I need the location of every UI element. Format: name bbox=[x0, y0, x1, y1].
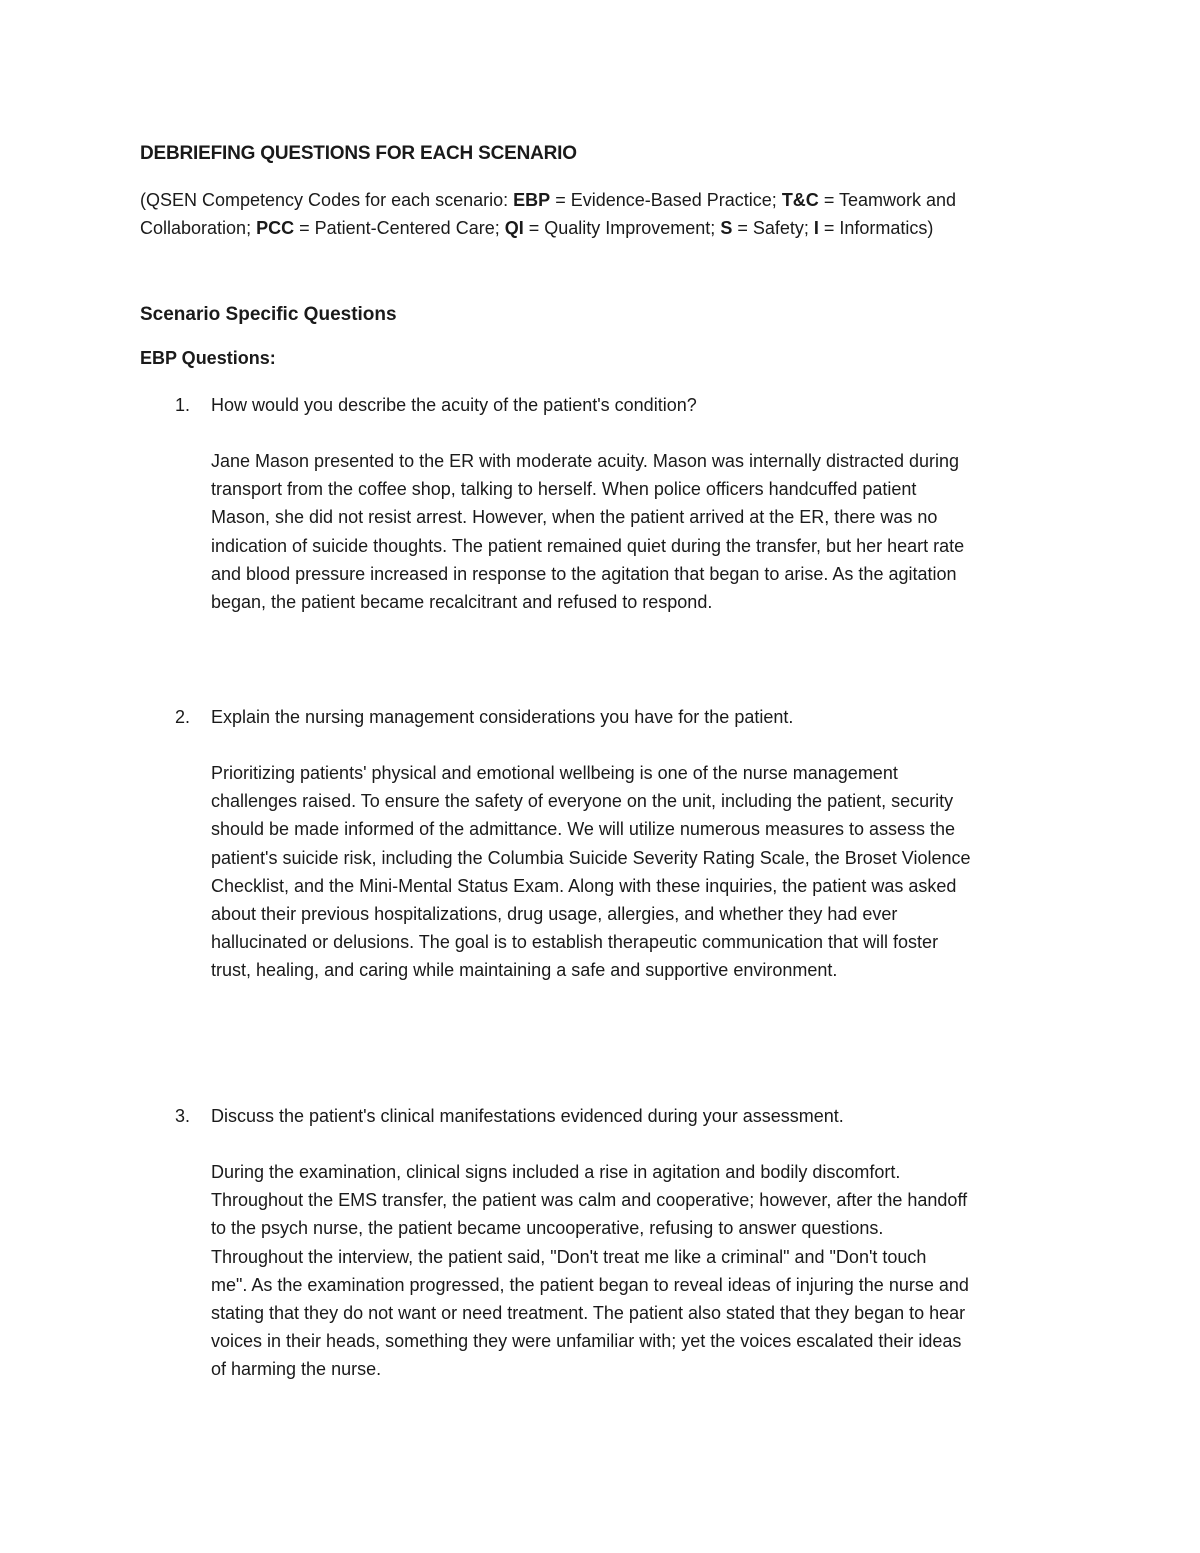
question-block-2 bbox=[140, 703, 1060, 985]
legend-code-pcc: PCC bbox=[256, 218, 295, 238]
answer-line: voices in their heads, something they were unfamiliar with; yet the voices escalated their ideas bbox=[211, 1331, 962, 1352]
answer-line: Prioritizing patients' physical and emotional wellbeing is one of the nurse management bbox=[211, 763, 898, 783]
legend-code-qi: QI bbox=[504, 218, 524, 238]
qsen-legend bbox=[140, 186, 1040, 242]
legend-meaning-i: = Informatics) bbox=[818, 218, 934, 238]
answer-line: to the psych nurse, the patient became uncooperative, refusing to answer questions. bbox=[211, 1218, 884, 1239]
answer-line: stating that they do not want or need treatment. The patient also stated that they began to hear bbox=[211, 1303, 966, 1324]
answer-line: Throughout the EMS transfer, the patient was calm and cooperative; however, after the handoff bbox=[211, 1190, 968, 1211]
answer-line: trust, healing, and caring while maintaining a safe and supportive environment. bbox=[211, 960, 838, 981]
answer-line: and blood pressure increased in response to the agitation that began to arise. As the agitation bbox=[211, 563, 957, 584]
legend-meaning-pcc: = Patient-Centered Care; bbox=[294, 218, 505, 238]
answer-line: Mason, she did not resist arrest. However, when the patient arrived at the ER, there was no bbox=[211, 507, 938, 528]
legend-code-i: I bbox=[813, 218, 819, 238]
answer-line: hallucinated or delusions. The goal is to establish therapeutic communication that will foster bbox=[211, 932, 939, 953]
answer-line: about their previous hospitalizations, drug usage, allergies, and whether they had ever bbox=[211, 904, 898, 925]
legend-meaning-s: = Safety; bbox=[732, 218, 814, 238]
legend-code-tc: T&C bbox=[781, 190, 819, 210]
legend-meaning-tc-cont: Collaboration; bbox=[140, 218, 257, 238]
question-text: Discuss the patient's clinical manifestations evidenced during your assessment. bbox=[211, 1106, 844, 1126]
answer-line: During the examination, clinical signs included a rise in agitation and bodily discomfort. bbox=[211, 1162, 901, 1182]
question-line-2 bbox=[140, 703, 1060, 731]
document-title: DEBRIEFING QUESTIONS FOR EACH SCENARIO bbox=[140, 143, 577, 164]
answer-line: began, the patient became recalcitrant and refused to respond. bbox=[211, 592, 713, 613]
legend-meaning-tc: = Teamwork and bbox=[818, 190, 957, 210]
legend-code-s: S bbox=[720, 218, 733, 238]
question-text: How would you describe the acuity of the patient's condition? bbox=[211, 395, 697, 415]
question-line-1 bbox=[140, 391, 1060, 419]
answer-line: Jane Mason presented to the ER with moderate acuity. Mason was internally distracted during bbox=[211, 451, 960, 471]
question-block-3 bbox=[140, 1102, 1060, 1384]
question-line-3 bbox=[140, 1102, 1060, 1130]
answer-line: patient's suicide risk, including the Columbia Suicide Severity Rating Scale, the Broset Violence bbox=[211, 847, 971, 868]
question-number: 2. bbox=[175, 707, 191, 727]
answer-line: challenges raised. To ensure the safety of everyone on the unit, including the patient, security bbox=[211, 791, 954, 812]
legend-meaning-qi: = Quality Improvement; bbox=[523, 218, 721, 238]
section-heading: Scenario Specific Questions bbox=[140, 304, 397, 325]
question-block-1 bbox=[140, 391, 1060, 616]
question-text: Explain the nursing management considerations you have for the patient. bbox=[211, 707, 794, 727]
question-number: 3. bbox=[175, 1106, 191, 1126]
answer-paragraph-3 bbox=[211, 1158, 1056, 1384]
legend-intro: (QSEN Competency Codes for each scenario: bbox=[140, 190, 514, 210]
answer-line: of harming the nurse. bbox=[211, 1359, 382, 1380]
answer-paragraph-2 bbox=[211, 759, 1056, 985]
question-number: 1. bbox=[175, 395, 191, 415]
answer-line: indication of suicide thoughts. The patient remained quiet during the transfer, but her heart rate bbox=[211, 535, 965, 556]
answer-line: Checklist, and the Mini-Mental Status Exam. Along with these inquiries, the patient was asked bbox=[211, 875, 957, 896]
answer-line: should be made informed of the admittance. We will utilize numerous measures to assess the bbox=[211, 819, 956, 840]
answer-line: transport from the coffee shop, talking to herself. When police officers handcuffed patient bbox=[211, 479, 917, 500]
answer-line: me". As the examination progressed, the patient began to reveal ideas of injuring the nurse and bbox=[211, 1274, 969, 1295]
ebp-subheading: EBP Questions: bbox=[140, 348, 276, 368]
legend-code-ebp: EBP bbox=[513, 190, 551, 210]
answer-line: Throughout the interview, the patient said, "Don't treat me like a criminal" and "Don't touch bbox=[211, 1246, 927, 1267]
legend-meaning-ebp: = Evidence-Based Practice; bbox=[550, 190, 782, 210]
answer-paragraph-1 bbox=[211, 447, 1056, 616]
